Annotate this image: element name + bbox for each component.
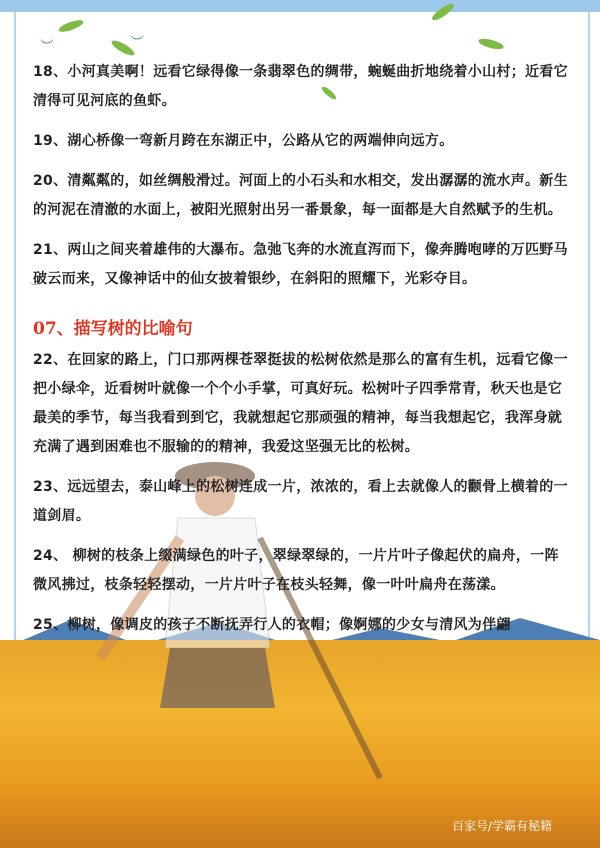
bird-icon: ︶ xyxy=(30,283,40,293)
source-watermark: 百家号/学霸有秘籍 xyxy=(451,819,552,833)
paragraph-text: 、在回家的路上，门口那两棵苍翠挺拔的松树依然是那么的富有生机，远看它像一把小绿伞，近看树叶就像一个个小手掌，可真好玩。松树叶子四季常青，秋天也是它最美的季节，每当我看到到它，我就想起它那顽强的精神，每当我想起它，我浑身就充满了遇到困难也不服输的的精神，我爱这坚强无比的松树。 xyxy=(33,352,568,455)
paragraph-text: 、小河真美啊！远看它绿得像一条翡翠色的绸带，蜿蜒曲折地绕着小山村；近看它清得可见河底的鱼虾。 xyxy=(33,64,568,109)
paragraph-number: 22 xyxy=(33,352,54,368)
paragraph-number: 19 xyxy=(33,133,54,149)
paragraph-text: 、两山之间夹着雄伟的大瀑布。急弛飞奔的水流直泻而下，像奔腾咆哮的万匹野马破云而来，又像神话中的仙女披着银纱，在斜阳的照耀下，光彩夺目。 xyxy=(33,242,568,287)
paragraph-number: 18 xyxy=(33,64,54,80)
paragraph-25 xyxy=(33,611,569,640)
paragraph-20 xyxy=(33,167,569,225)
paragraph-text: 、清粼粼的，如丝绸般滑过。河面上的小石头和水相交，发出潺潺的流水声。新生的河泥在清澈的水面上，被阳光照射出另一番景象，每一面都是大自然赋予的生机。 xyxy=(33,173,568,218)
paragraph-list-top xyxy=(33,58,569,294)
paragraph-21 xyxy=(33,236,569,294)
paragraph-number: 24 xyxy=(33,548,54,564)
paragraph-text: 、湖心桥像一弯新月跨在东湖正中，公路从它的两端伸向远方。 xyxy=(53,133,454,149)
bird-icon: ︶ xyxy=(40,39,54,55)
bird-icon: ︶ xyxy=(130,35,144,51)
paragraph-23 xyxy=(33,473,569,531)
paragraph-19 xyxy=(33,127,569,156)
paragraph-number: 25 xyxy=(33,617,54,633)
paragraph-24 xyxy=(33,542,569,600)
article-content xyxy=(33,58,569,651)
paragraph-text: 、 柳树的枝条上缀满绿色的叶子，翠绿翠绿的，一片片叶子像起伏的扁舟，一阵微风拂过，枝条轻轻摆动，一片片叶子在枝头轻舞，像一叶叶扁舟在荡漾。 xyxy=(33,548,559,593)
paragraph-number: 21 xyxy=(33,242,54,258)
top-bar xyxy=(0,0,600,12)
paragraph-22 xyxy=(33,346,569,462)
section-title: 07、描写树的比喻句 xyxy=(33,319,193,339)
paragraph-number: 20 xyxy=(33,173,54,189)
paragraph-number: 23 xyxy=(33,479,54,495)
paragraph-text: 、柳树，像调皮的孩子不断抚弄行人的衣帽；像婀娜的少女与清风为伴翩 xyxy=(53,617,511,633)
paragraph-list-bottom xyxy=(33,346,569,640)
paragraph-text: 、远远望去，泰山峰上的松树连成一片，浓浓的，看上去就像人的颧骨上横着的一道剑眉。 xyxy=(33,479,568,524)
paragraph-18 xyxy=(33,58,569,116)
